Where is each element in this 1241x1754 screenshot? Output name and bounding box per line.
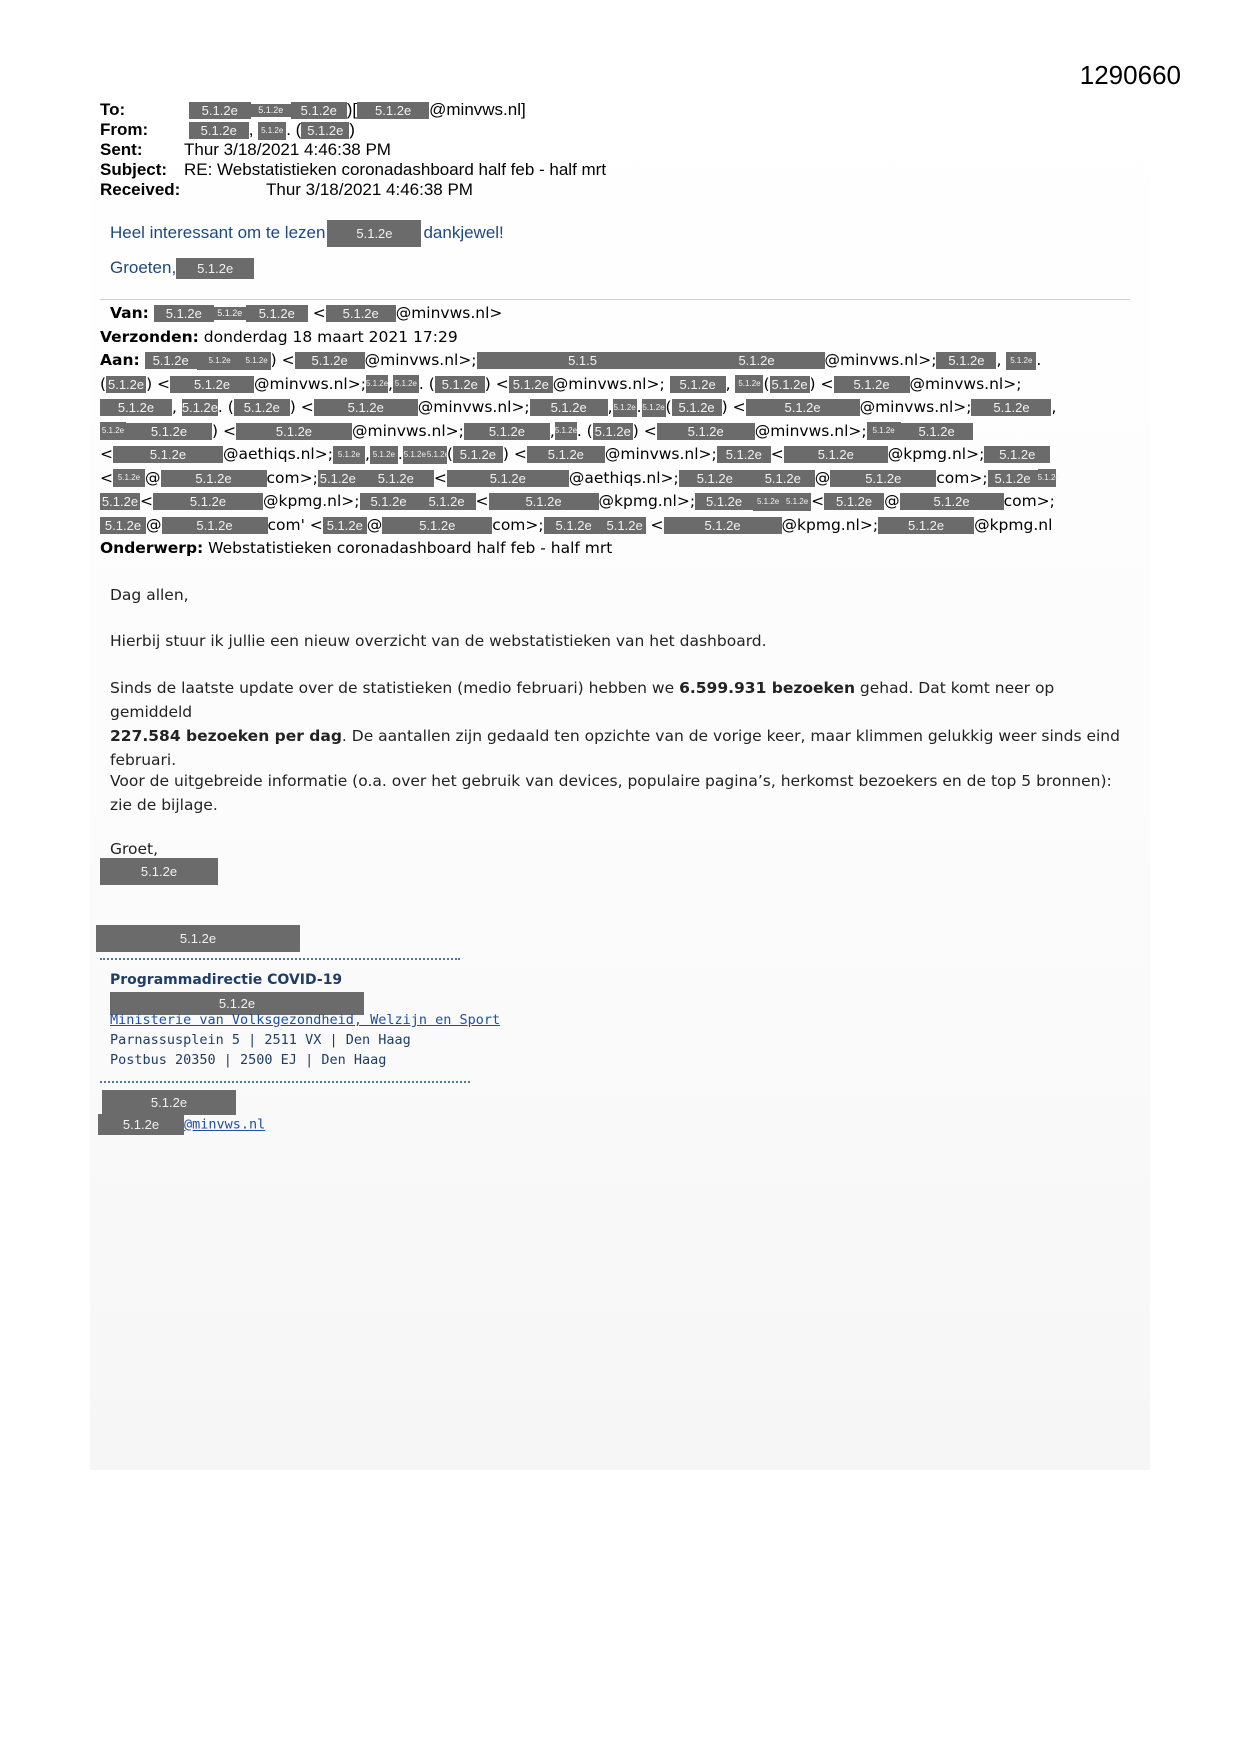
- redaction-block: 5.1.2e: [689, 352, 825, 369]
- redaction-block: 5.1.2e: [867, 422, 901, 440]
- document-number: 1290660: [1079, 60, 1181, 90]
- redaction-block: 5.1.2e: [717, 446, 771, 463]
- from-label: From:: [100, 120, 149, 139]
- redaction-block: 5.1.2e: [258, 122, 286, 140]
- subject-value: RE: Webstatistieken coronadashboard half feb - half mrt: [184, 160, 607, 179]
- redaction-block: 5.1.2e: [251, 104, 291, 117]
- redaction-block: 5.1.2e: [370, 446, 398, 464]
- redaction-block: 5.1.2e: [878, 517, 974, 534]
- to-domain: @minvws.nl]: [429, 100, 526, 119]
- redaction-block: 5.1.2e: [427, 446, 447, 464]
- recipient-domain: @minvws.nl>;: [417, 398, 530, 416]
- redaction-block: 5.1.2e: [100, 422, 126, 440]
- redaction-block: 5.1.2e: [984, 446, 1050, 463]
- recipient-domain: com>;: [1003, 492, 1055, 510]
- redaction-block: 5.1.2e: [403, 446, 427, 464]
- redaction-block: 5.1.2e: [314, 399, 418, 416]
- redaction-block: 5.1.2e: [234, 399, 290, 416]
- sent-row: [100, 140, 606, 160]
- paragraph-text: zie de bijlage.: [110, 796, 218, 814]
- forward-header: [100, 302, 1130, 561]
- subject-row: [100, 160, 606, 180]
- recipient-domain: @kpmg.nl>;: [598, 492, 696, 510]
- onderwerp-row: [100, 537, 1130, 561]
- recipient-domain: @minvws.nl>;: [552, 374, 665, 393]
- recipient-domain: @minvws.nl>;: [859, 398, 972, 416]
- redaction-block: 5.1.2e: [154, 305, 214, 322]
- redaction-block: 5.1.2e: [1006, 352, 1036, 370]
- redaction-block: 5.1.2e: [393, 375, 419, 393]
- redaction-block: 5.1.2e: [357, 102, 429, 119]
- redaction-block: 5.1.2e: [366, 375, 388, 393]
- recipient-domain: @minvws.nl>;: [824, 351, 937, 369]
- redaction-block: 5.1.2e: [464, 423, 550, 440]
- redaction-block: 5.1.2e: [971, 399, 1051, 416]
- to-row: [100, 100, 606, 120]
- van-domain: @minvws.nl>: [395, 304, 503, 322]
- redaction-block: 5.1.2e: [100, 399, 172, 416]
- redaction-block: 5.1.2e: [751, 470, 815, 487]
- paragraph-text: gehad. Dat komt neer op gemiddeld: [110, 679, 1055, 721]
- redaction-block: 5.1.2e: [291, 102, 347, 119]
- recipient-domain: @minvws.nl>;: [754, 421, 867, 440]
- message-paragraph-1: Hierbij stuur ik jullie een nieuw overzicht van de webstatistieken van het dashboard.: [110, 632, 767, 650]
- redaction-block: 5.1.2e: [695, 493, 753, 510]
- redaction-block: 5.1.2e: [323, 517, 367, 534]
- redaction-block: 5.1.2e: [360, 493, 418, 510]
- redaction-block: 5.1.2e: [197, 352, 243, 370]
- redaction-block: 5.1.2e: [604, 517, 646, 534]
- redaction-block: 5.1.2e: [900, 493, 1004, 510]
- redaction-block: 5.1.2e: [672, 399, 722, 416]
- redaction-block: 5.1.2e: [236, 423, 352, 440]
- recipient-domain: @kpmg.nl>;: [887, 445, 985, 463]
- verzonden-label: Verzonden:: [100, 327, 199, 346]
- divider: [100, 299, 1130, 300]
- message-closing: Groet,: [110, 840, 159, 858]
- sender-name-redaction: [100, 858, 218, 885]
- redaction-block: 5.1.2e: [295, 352, 365, 369]
- redaction-block: 5.1.2e: [735, 375, 763, 393]
- redaction-block: 5.1.2e: [110, 992, 364, 1015]
- received-value: Thur 3/18/2021 4:46:38 PM: [266, 180, 473, 199]
- bracket-separator: )[: [346, 100, 358, 119]
- redaction-block: 5.1.2e: [102, 1090, 236, 1115]
- redaction-block: 5.1.2e: [181, 400, 219, 415]
- redaction-block: 5.1.2e: [664, 517, 782, 534]
- redaction-block: 5.1.2e: [107, 376, 145, 392]
- aan-row-5: < 5.1.2e @aethiqs.nl>; 5.1.2e , 5.1.2e .5.1.2e5.1.2e( 5.1.2e ) < 5.1.2e @minvws.nl>; 5.1.2e < 5.1.2e @kpmg.nl>; 5.1.2e: [100, 443, 1130, 467]
- redaction-block: 5.1.2e: [784, 446, 888, 463]
- redaction-block: 5.1.2e: [189, 122, 249, 139]
- signature-email-link[interactable]: @minvws.nl: [184, 1116, 266, 1133]
- redaction-block: 5.1.2e: [657, 423, 755, 440]
- paragraph-text: . De aantallen zijn gedaald ten opzichte van de vorige keer, maar klimmen gelukkig weer sinds eind: [341, 727, 1120, 745]
- redaction-block: 5.1.2e: [830, 470, 936, 487]
- redaction-block: 5.1.2e: [246, 305, 308, 322]
- redaction-block: 5.1.2e: [824, 493, 884, 510]
- recipient-domain: @minvws.nl>;: [364, 351, 477, 369]
- received-label: Received:: [100, 180, 181, 199]
- redaction-block: 5.1.2e: [100, 858, 218, 885]
- redaction-block: 5.1.2e: [988, 470, 1038, 487]
- recipient-domain: com': [267, 515, 305, 534]
- redaction-block: 5.1.2e: [613, 399, 637, 417]
- redaction-block: 5.1.2e: [435, 376, 485, 393]
- redaction-block: 5.1.2e: [153, 493, 263, 510]
- from-row: From: 5.1.2e , 5.1.2e . ( 5.1.2e ): [100, 120, 355, 139]
- van-label: Van:: [110, 304, 149, 322]
- aan-row-1: Aan: 5.1.2e 5.1.2e 5.1.2e ) < 5.1.2e @minvws.nl>; 5.1.5 5.1.2e @minvws.nl>; 5.1.2e , 5.1.2e .: [100, 351, 1042, 369]
- redaction-block: 5.1.2e: [327, 220, 421, 247]
- paragraph-text: Voor de uitgebreide informatie (o.a. over het gebruik van devices, populaire pagina’s, herkomst bezoekers en de top 5 bronnen):: [110, 772, 1112, 790]
- redaction-block: 5.1.2e: [834, 376, 910, 393]
- received-row: [100, 180, 606, 200]
- aan-row-6: < 5.1.2e @ 5.1.2e com>; 5.1.2e 5.1.2e < 5.1.2e @aethiqs.nl>; 5.1.2e 5.1.2e @ 5.1.2e com>; 5.1.2e 5.1.2e: [100, 468, 1060, 487]
- recipient-domain: com>;: [266, 468, 318, 487]
- signature-org: Programmadirectie COVID-19: [110, 972, 343, 988]
- redaction-block: 5.1.2e: [319, 470, 356, 486]
- redaction-block: 5.1.2e: [358, 470, 434, 487]
- redaction-block: 5.1.2e: [544, 517, 604, 534]
- redaction-block: 5.1.2e: [96, 925, 300, 952]
- redaction-block: 5.1.2e: [527, 446, 605, 463]
- van-row: Van: 5.1.2e 5.1.2e 5.1.2e < 5.1.2e @minvws.nl>: [110, 304, 503, 322]
- redaction-block: 5.1.2e: [642, 399, 666, 417]
- reply-line-2: Groeten, 5.1.2e: [110, 256, 254, 280]
- recipient-domain: com>;: [936, 468, 988, 487]
- redaction-block: 5.1.2e: [382, 517, 492, 534]
- redaction-block: 5.1.2e: [113, 469, 145, 487]
- recipient-domain: @minvws.nl>;: [909, 374, 1022, 393]
- redaction-block: 5.1.2e: [489, 493, 599, 510]
- redaction-block: 5.1.2e: [783, 493, 811, 511]
- aan-row-4: 5.1.2e 5.1.2e ) < 5.1.2e @minvws.nl>; 5.1.2e ,5.1.2e. ( 5.1.2e ) < 5.1.2e @minvws.nl>; 5.1.2e 5.1.2e: [100, 420, 1130, 444]
- redaction-block: 5.1.2e: [453, 446, 503, 463]
- redaction-block: 5.1.2e: [243, 352, 271, 370]
- onderwerp-label: Onderwerp:: [100, 539, 204, 557]
- reply-greeting: Groeten: [110, 258, 172, 277]
- redaction-block: 5.1.2e: [509, 376, 553, 393]
- recipient-domain: @aethiqs.nl>;: [568, 468, 679, 487]
- redaction-block: 5.1.2e: [113, 446, 223, 463]
- sent-label: Sent:: [100, 140, 143, 159]
- redaction-block: 5.1.2e: [214, 307, 246, 320]
- visits-per-day: 227.584 bezoeken per dag: [110, 727, 342, 745]
- reply-text: Heel interessant om te lezen: [110, 222, 326, 242]
- redaction-block: 5.1.2e: [126, 423, 212, 440]
- redaction-block: 5.1.2e: [679, 470, 751, 487]
- recipient-domain: @kpmg.nl>;: [263, 492, 360, 510]
- recipient-domain: @minvws.nl>;: [351, 421, 464, 440]
- redaction-block: 5.1.2e: [670, 376, 726, 393]
- recipient-domain: @minvws.nl>;: [254, 374, 366, 393]
- email-header: [100, 100, 606, 200]
- signature-divider-top: [100, 958, 460, 964]
- message-greeting: Dag allen,: [110, 586, 189, 604]
- signature-postbus: Postbus 20350 | 2500 EJ | Den Haag: [110, 1052, 387, 1068]
- redaction-block: 5.1.2e: [161, 470, 267, 487]
- signature-address: Parnassusplein 5 | 2511 VX | Den Haag: [110, 1032, 411, 1048]
- aan-row-3: 5.1.2e , 5.1.2e. ( 5.1.2e ) < 5.1.2e @minvws.nl>; 5.1.2e ,5.1.2e.5.1.2e( 5.1.2e ) < 5.1.2e @minvws.nl>; 5.1.2e ,: [100, 396, 1130, 420]
- redaction-block: 5.1.2e: [301, 122, 349, 139]
- redaction-block: 5.1.2e: [162, 517, 268, 534]
- redaction-block: 5.1.2e: [100, 517, 146, 534]
- paragraph-text: februari.: [110, 751, 177, 769]
- reply-text: dankjewel!: [423, 222, 504, 242]
- redaction-block: 5.1.2e: [98, 1114, 184, 1135]
- redaction-block: 5.1.2e: [530, 399, 608, 416]
- redaction-block: 5.1.2e: [936, 352, 996, 369]
- visits-total: 6.599.931 bezoeken: [679, 679, 855, 697]
- aan-row-2: ( 5.1.2e ) < 5.1.2e @minvws.nl>;5.1.2e, 5.1.2e . ( 5.1.2e ) < 5.1.2e @minvws.nl>; 5.1.2e , 5.1.2e ( 5.1.2e ) < 5.1.2e @minvws.nl>;: [100, 374, 1022, 393]
- paragraph-text: Sinds de laatste update over de statistieken (medio februari) hebben we: [110, 679, 680, 697]
- redaction-block: 5.1.2e: [170, 376, 254, 393]
- redaction-block: 5.1.2e: [555, 422, 577, 440]
- recipient-domain: @kpmg.nl>;: [781, 515, 879, 534]
- reply-line-1: [110, 220, 504, 247]
- redaction-block: 5.1.2e: [901, 423, 973, 440]
- onderwerp-value: Webstatistieken coronadashboard half feb - half mrt: [208, 539, 613, 557]
- subject-label: Subject:: [100, 160, 168, 179]
- recipient-domain: @kpmg.nl: [974, 515, 1053, 534]
- redaction-block: 5.1.2e: [594, 423, 631, 439]
- signature-divider-bottom: [100, 1081, 470, 1087]
- recipient-domain: com>;: [492, 515, 544, 534]
- signature-ministry-link[interactable]: Ministerie van Volksgezondheid, Welzijn en Sport: [110, 1012, 501, 1028]
- signature-name-redaction: [96, 925, 300, 952]
- message-paragraph-2: [110, 676, 1140, 772]
- aan-row-7: 5.1.2e < 5.1.2e @kpmg.nl>; 5.1.2e 5.1.2e < 5.1.2e @kpmg.nl>; 5.1.2e 5.1.2e 5.1.2e < 5.1.2e @ 5.1.2e com>;: [101, 492, 1055, 510]
- signature-email: [98, 1114, 265, 1135]
- redaction-block: 5.1.2e: [326, 305, 396, 322]
- redaction-block: 5.1.5: [477, 352, 689, 369]
- signature-phone-redaction: [102, 1090, 236, 1115]
- recipient-domain: @aethiqs.nl>;: [223, 445, 333, 463]
- recipient-domain: @minvws.nl>;: [604, 445, 717, 463]
- verzonden-value: donderdag 18 maart 2021 17:29: [203, 327, 458, 346]
- to-label: To:: [100, 100, 126, 119]
- redaction-block: 5.1.2e: [189, 102, 251, 119]
- redaction-block: 5.1.2e: [176, 258, 254, 279]
- redaction-block: 5.1.2e: [145, 352, 197, 369]
- redaction-block: 5.1.2e: [753, 493, 783, 511]
- message-paragraph-3: [110, 769, 1140, 817]
- redaction-block: 5.1.2e: [333, 446, 365, 464]
- redaction-block: 5.1.2e: [746, 399, 860, 416]
- redaction-block: 5.1.2e: [1038, 469, 1056, 487]
- aan-row-8: 5.1.2e @ 5.1.2e com' < 5.1.2e @ 5.1.2e com>; 5.1.2e 5.1.2e < 5.1.2e @kpmg.nl>; 5.1.2e @kpmg.nl: [100, 514, 1130, 538]
- redaction-block: 5.1.2e: [418, 493, 476, 510]
- redaction-block: 5.1.2e: [447, 470, 569, 487]
- redaction-block: 5.1.2e: [101, 494, 139, 509]
- verzonden-row: [100, 326, 1130, 350]
- aan-label: Aan:: [100, 351, 140, 369]
- sent-value: Thur 3/18/2021 4:46:38 PM: [184, 140, 391, 159]
- redaction-block: 5.1.2e: [771, 376, 808, 392]
